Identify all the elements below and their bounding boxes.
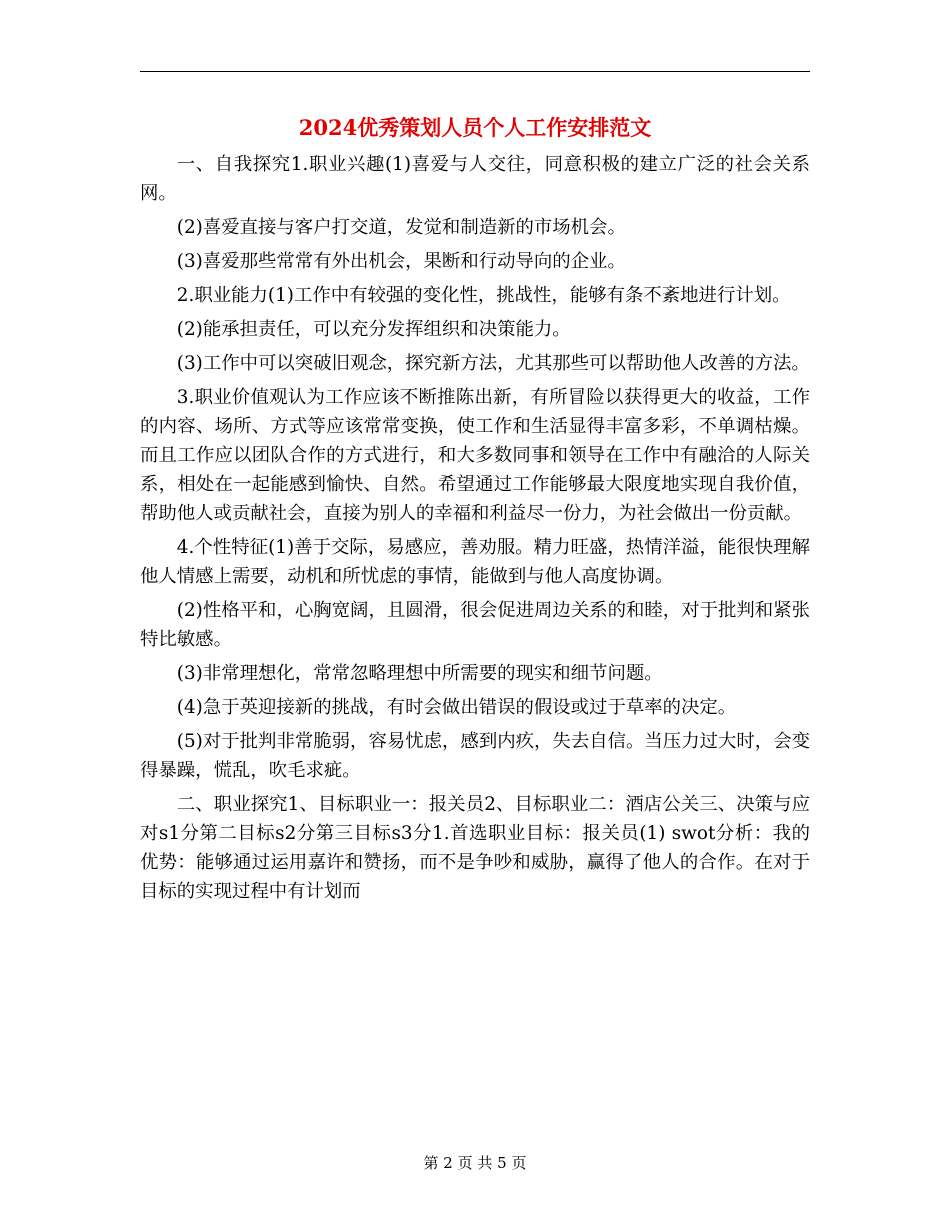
paragraph: 4.个性特征(1)善于交际，易感应，善劝服。精力旺盛，热情洋溢，能很快理解他人情感上需要，动机和所忧虑的事情，能做到与他人高度协调。 [140,537,810,587]
paragraph: 一、自我探究1.职业兴趣(1)喜爱与人交往，同意积极的建立广泛的社会关系网。 [140,154,810,204]
paragraph: (3)喜爱那些常常有外出机会，果断和行动导向的企业。 [176,251,626,272]
paragraph: 二、职业探究1、目标职业一：报关员2、目标职业二：酒店公关三、决策与应对s1分第二目标s2分第三目标s3分1.首选职业目标：报关员(1) swot分析：我的优势：能够通过运用嘉许和赞扬，而不是争吵和威胁，赢得了他人的合作。在对于目标的实现过程中有计划而 [140,794,810,902]
paragraph: (3)非常理想化，常常忽略理想中所需要的现实和细节问题。 [176,663,663,684]
paragraph: (3)工作中可以突破旧观念，探究新方法，尤其那些可以帮助他人改善的方法。 [176,353,810,374]
header-rule [140,71,810,72]
paragraph: (2)喜爱直接与客户打交道，发觉和制造新的市场机会。 [176,217,626,238]
paragraph: 3.职业价值观认为工作应该不断推陈出新，有所冒险以获得更大的收益，工作的内容、场所、方式等应该常常变换，使工作和生活显得丰富多彩，不单调枯燥。而且工作应以团队合作的方式进行，和大多数同事和领导在工作中有融洽的人际关系，相处在一起能感到愉快、自然。希望通过工作能够最大限度地实现自我价值，帮助他人或贡献社会，直接为别人的幸福和利益尽一份力，为社会做出一份贡献。 [140,387,810,524]
paragraph: (5)对于批判非常脆弱，容易忧虑，感到内疚，失去自信。当压力过大时，会变得暴躁，慌乱，吹毛求疵。 [140,731,810,781]
document-body [140,150,810,911]
document-title: 2024优秀策划人员个人工作安排范文 [298,115,652,140]
paragraph: 2.职业能力(1)工作中有较强的变化性，挑战性，能够有条不紊地进行计划。 [176,285,791,306]
paragraph: (4)急于英迎接新的挑战，有时会做出错误的假设或过于草率的决定。 [176,697,737,718]
paragraph: (2)性格平和，心胸宽阔，且圆滑，很会促进周边关系的和睦，对于批判和紧张特比敏感。 [140,600,810,650]
page-number-footer: 第 2 页 共 5 页 [423,1154,527,1172]
paragraph: (2)能承担责任，可以充分发挥组织和决策能力。 [176,319,571,340]
